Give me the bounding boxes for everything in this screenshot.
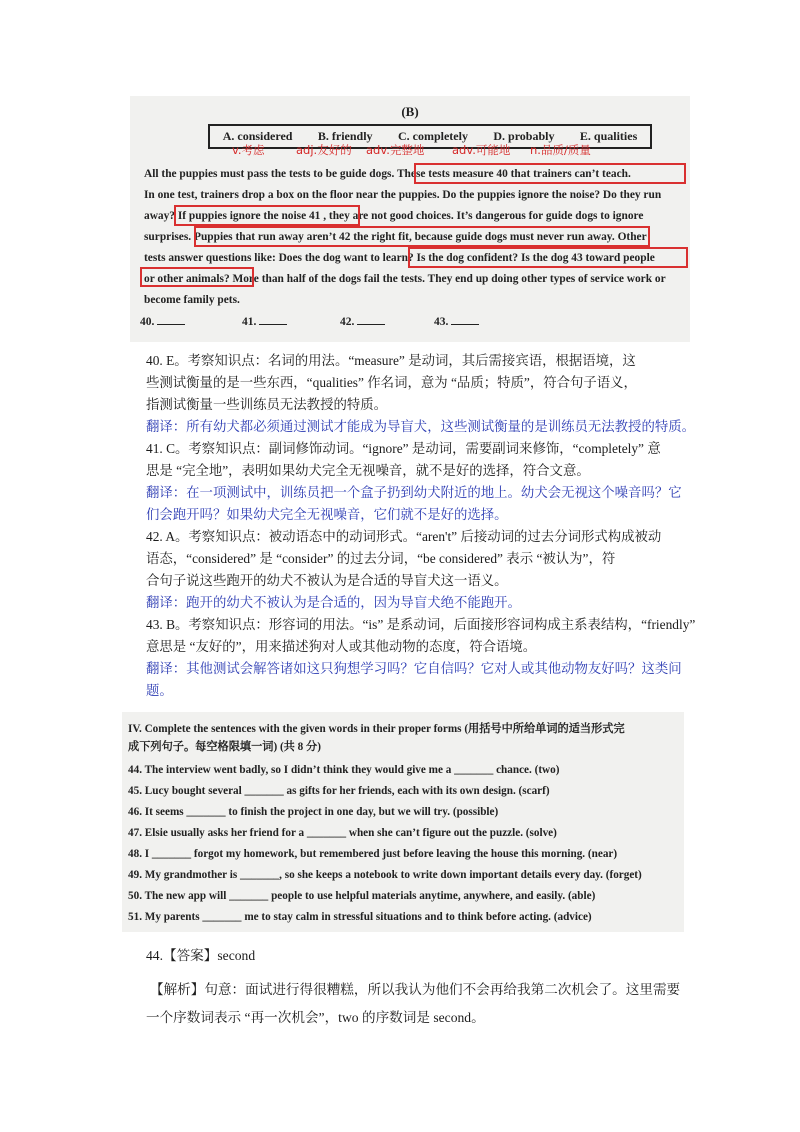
translation-line: 翻译：跑开的幼犬不被认为是合适的，因为导盲犬绝不能跑开。: [146, 595, 521, 610]
explanation-line: 思是 “完全地”，表明如果幼犬完全无视噪音，就不是好的选择，符合文意。: [146, 463, 590, 478]
question-47: 47. Elsie usually asks her friend for a _______ when she can’t figure out the puzzle. (solve): [128, 827, 557, 839]
passage-line-5: tests answer questions like: Does the dog want to learn? Is the dog confident? Is the dog 43 toward people: [144, 252, 655, 264]
annotation-completely: adv.完整地: [366, 143, 425, 157]
explanation-line: 43. B。考察知识点：形容词的用法。“is” 是系动词，后面接形容词构成主系表结构，“friendly”: [146, 617, 696, 632]
annotation-considered: v.考虑: [232, 143, 265, 157]
annotation-probably: adv.可能地: [452, 143, 511, 157]
scanned-section-iv: [122, 712, 684, 932]
analysis-line-1: 【解析】句意：面试进行得很糟糕，所以我认为他们不会再给我第二次机会了。这里需要: [150, 982, 681, 997]
explanation-line: 意思是 “友好的”，用来描述狗对人或其他动物的态度，符合语境。: [146, 639, 537, 654]
question-46: 46. It seems _______ to finish the project in one day, but we will try. (possible): [128, 806, 499, 818]
explanations: [146, 350, 696, 702]
section-label: (B): [401, 104, 419, 119]
question-48: 48. I _______ forgot my homework, but remembered just before leaving the house this morning. (near): [128, 848, 618, 860]
answer-44: 44.【答案】second: [146, 948, 256, 963]
passage-line-3: away? If puppies ignore the noise 41 , they are not good choices. It’s dangerous for guide dogs to ignore: [144, 210, 644, 222]
translation-line: 翻译：在一项测试中，训练员把一个盒子扔到幼犬附近的地上。幼犬会无视这个噪音吗？它: [146, 485, 682, 500]
passage-line-2: In one test, trainers drop a box on the floor near the puppies. Do the puppies ignore the noise? Do they run: [144, 189, 662, 201]
highlight-box-43: [408, 247, 688, 268]
explanation-line: 语态，“considered” 是 “consider” 的过去分词，“be considered” 表示 “被认为”，符: [146, 551, 616, 566]
explanation-line: 40. E。考察知识点：名词的用法。“measure” 是动词，其后需接宾语，根据语境，这: [146, 353, 636, 368]
highlight-box-40: [414, 163, 686, 184]
option-b: B. friendly: [317, 129, 373, 143]
question-50: 50. The new app will _______ people to use helpful materials anytime, anywhere, and easily. (able): [128, 890, 596, 902]
explanation-line: 些测试衡量的是一些东西，“qualities” 作名词，意为 “品质；特质”，符合句子语义，: [146, 375, 637, 390]
explanation-line: 42. A。考察知识点：被动语态中的动词形式。“aren't” 后接动词的过去分词形式构成被动: [146, 529, 662, 544]
passage-line-1: All the puppies must pass the tests to be guide dogs. These tests measure 40 that trainers can’t teach.: [144, 168, 631, 180]
translation-line: 题。: [146, 683, 173, 698]
translation-line: 翻译：其他测试会解答诸如这只狗想学习吗？它自信吗？它对人或其他动物友好吗？这类问: [146, 661, 682, 676]
passage-line-4: surprises. Puppies that run away aren’t 42 the right fit, because guide dogs must never run away. Other: [144, 231, 647, 243]
number-43: 43.: [434, 316, 482, 328]
passage-line-7: become family pets.: [144, 294, 240, 306]
explanation-line: 41. C。考察知识点：副词修饰动词。“ignore” 是动词，需要副词来修饰，“completely” 意: [146, 441, 661, 456]
option-d: D. probably: [493, 129, 555, 143]
annotation-friendly: adj.友好的: [296, 143, 352, 157]
explanation-line: 合句子说这些跑开的幼犬不被认为是合适的导盲犬这一语义。: [146, 573, 508, 588]
question-44: 44. The interview went badly, so I didn’t think they would give me a _______ chance. (two): [128, 764, 560, 776]
question-49: 49. My grandmother is _______, so she keeps a notebook to write down important details every day. (forget): [128, 869, 642, 881]
question-51: 51. My parents _______ me to stay calm in stressful situations and to think before acting. (advice): [128, 911, 592, 923]
section-iv-heading: IV. Complete the sentences with the given words in their proper forms (用括号中所给单词的适当形式完 成下列句子。每空格限填一词) (共 8 分): [128, 723, 625, 753]
number-41: 41.: [242, 316, 290, 328]
translation-line: 们会跑开吗？如果幼犬完全无视噪音，它们就不是好的选择。: [146, 507, 508, 522]
translation-line: 翻译：所有幼犬都必须通过测试才能成为导盲犬，这些测试衡量的是训练员无法教授的特质。: [146, 419, 696, 434]
option-e: E. qualities: [579, 129, 638, 143]
analysis-line-2: 一个序数词表示 “再一次机会”，two 的序数词是 second。: [146, 1010, 485, 1025]
option-c: C. completely: [397, 129, 468, 143]
scanned-passage-b: [130, 96, 690, 342]
highlight-box-43b: [140, 267, 254, 287]
highlight-box-42: [194, 226, 650, 247]
option-a: A. considered: [222, 129, 293, 143]
number-42: 42.: [340, 316, 388, 328]
highlight-box-41: [174, 205, 360, 226]
number-40: 40.: [140, 316, 188, 328]
passage-line-6: or other animals? More than half of the dogs fail the tests. They end up doing other types of service work or: [144, 273, 666, 285]
question-45: 45. Lucy bought several _______ as gifts for her friends, each with its own design. (scarf): [128, 785, 550, 797]
explanation-line: 指测试衡量一些训练员无法教授的特质。: [146, 397, 388, 412]
annotation-qualities: n.品质/质量: [530, 143, 591, 157]
